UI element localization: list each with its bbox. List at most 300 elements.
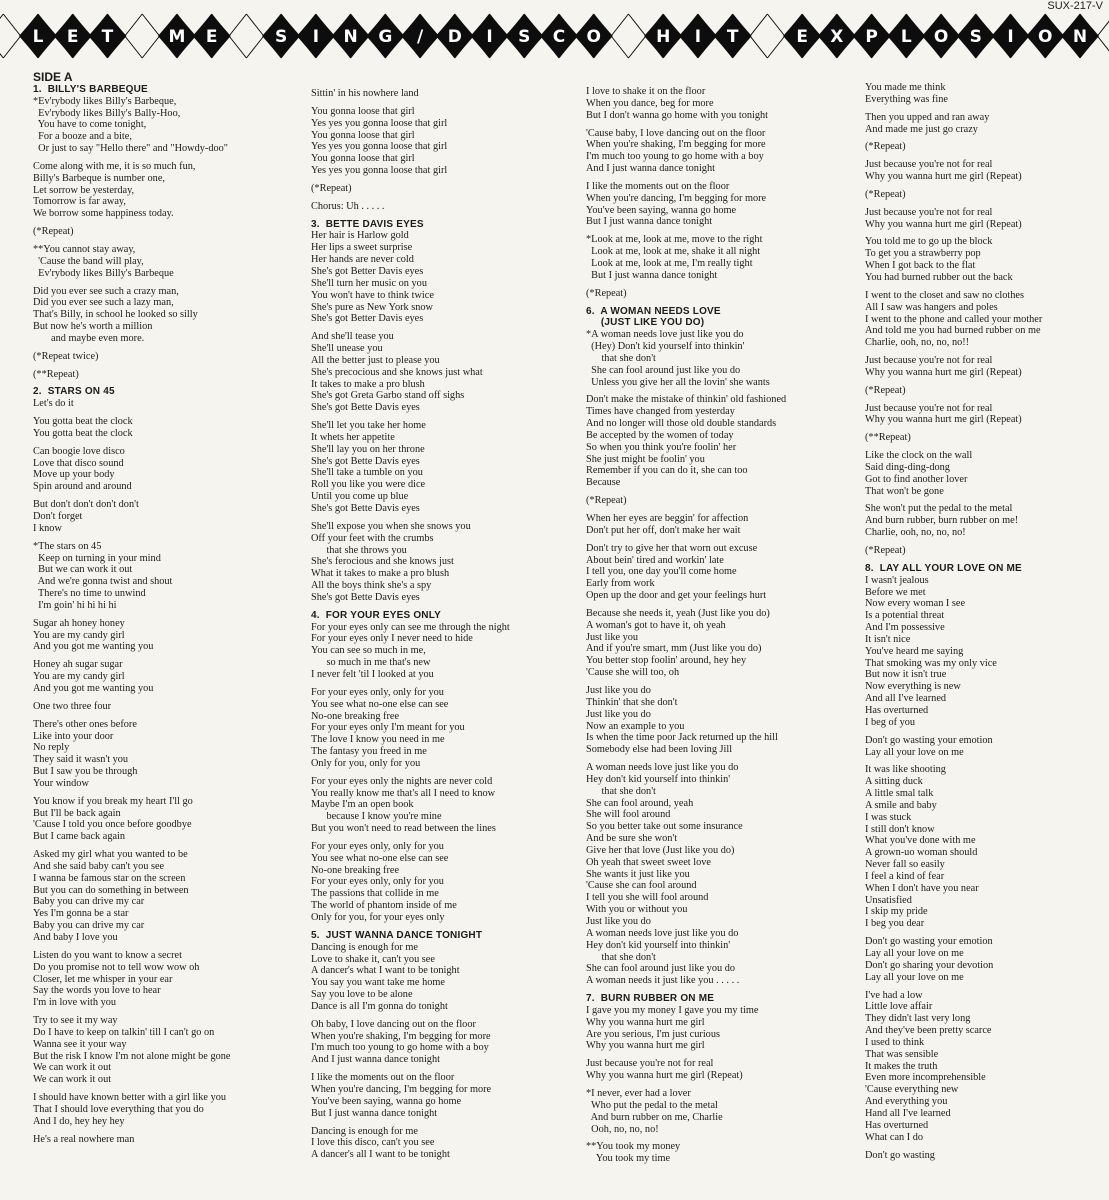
lyric-line: Said ding-ding-dong [865,461,950,473]
lyric-line: I'm much too young to go home with a boy [311,1042,489,1054]
lyric-line: Sugar ah honey honey [33,617,125,629]
lyric-line: I like the moments out on the floor [311,1072,455,1084]
lyric-line: So you better take out some insurance [586,821,743,833]
lyric-line: Why you wanna hurt me girl (Repeat) [865,414,1022,426]
lyric-line: Roll you like you were dice [311,479,426,491]
lyric-line: Billy's Barbeque is number one, [33,172,165,184]
banner-letter: L [32,27,44,47]
banner-letter-tile [262,14,300,58]
lyric-line: *I never, ever had a lover [586,1087,691,1099]
lyric-line: Yes I'm gonna be a star [33,908,129,920]
lyric-line: And no longer will those old double standards [586,418,777,430]
lyric-line: Hey don't kid yourself into thinkin' [586,939,731,951]
banner-letter: C [552,27,566,47]
lyric-line: Why you wanna hurt me girl (Repeat) [865,218,1022,230]
lyric-line: 'Cause the band will play, [33,255,144,267]
lyric-line: Her hands are never cold [311,254,414,266]
lyric-line: But I'll be back again [33,807,121,819]
banner-letter-tile [505,14,543,58]
lyric-line: Look at me, look at me, I'm really tight [586,257,753,269]
lyric-line: Off your feet with the crumbs [311,532,434,544]
banner-letter: E [205,27,218,47]
lyric-line: Dancing is enough for me [311,1125,418,1137]
lyric-line: You've heard me saying [865,645,964,657]
lyric-line: A sitting duck [865,776,923,788]
lyric-line: When you're shaking, I'm begging for more [311,1030,491,1042]
lyric-line: It makes the truth [865,1060,938,1072]
lyric-line: I feel a kind of fear [865,870,945,882]
banner-letter-tile [887,14,925,58]
lyrics-column-1 [33,72,230,1146]
banner-letter-tile [19,14,57,58]
lyric-line: She'll expose you when she snows you [311,520,471,532]
lyric-line: What can I do [865,1131,924,1143]
lyric-line: But now it isn't true [865,669,947,681]
lyric-line: Why you wanna hurt me girl [586,1040,705,1052]
lyric-line: (*Repeat) [865,188,906,200]
lyric-line: Even more incomprehensible [865,1072,986,1084]
lyric-line: A grown-uo woman should [865,847,978,859]
lyric-line: Just like you [586,631,639,643]
lyric-line: Don't go wasting your emotion [865,734,993,746]
lyric-line: A woman needs love just like you do [586,762,739,774]
lyric-line: She's got Bette Davis eyes [311,455,420,467]
lyric-line: When her eyes are beggin' for affection [586,513,749,524]
lyric-line: Dancing is enough for me [311,941,418,953]
lyric-line: Don't try to give her that worn out excuse [586,542,758,554]
lyric-line: You gonna loose that girl [311,153,415,165]
lyric-line: Say you love to be alone [311,989,413,1001]
lyric-line: Tomorrow is far away, [33,196,126,208]
lyric-line: Keep on turning in your mind [33,552,161,564]
lyric-line: Everything was fine [865,93,948,105]
banner-letter: I [694,27,702,47]
lyric-line: I went to the phone and called your mother [865,313,1043,325]
lyric-line: Like the clock on the wall [865,450,973,462]
lyric-line: A dancer's what I want to be tonight [311,965,460,977]
lyric-line: And told me you had burned rubber on me [865,325,1041,337]
lyric-line: There's other ones before [33,718,137,730]
lyric-line: It whets her appetite [311,431,395,443]
lyric-line: Just because you're not for real [865,355,993,367]
lyric-line: You've been saying, wanna go home [311,1095,462,1107]
banner-letter: T [726,27,739,47]
lyric-line: When you're shaking, I'm begging for more [586,139,766,151]
lyric-line: It isn't nice [865,633,911,645]
title-banner [0,0,1109,70]
lyric-line: Just because you're not for real [865,159,993,171]
lyric-line: She's got Greta Garbo stand off sighs [311,390,465,402]
lyric-line: I still don't know [865,823,935,835]
lyric-line: But I don't wanna go home with you tonight [586,109,769,121]
lyric-line: Let's do it [33,398,74,410]
lyric-line: The fantasy you freed in me [311,746,427,758]
lyric-line: Come along with me, it is so much fun, [33,160,196,172]
lyric-line: Just like you do [586,684,651,696]
lyric-line: And burn rubber, burn rubber on me! [865,515,1019,527]
lyric-line: She can fool around, yeah [586,797,694,809]
lyric-line: Just like you do [586,916,651,927]
lyric-line: You better stop foolin' around, hey hey [586,655,747,667]
lyric-line: Why you wanna hurt me girl (Repeat) [865,171,1022,183]
banner-letter-tile [644,14,682,58]
lyric-line: All I saw was hangers and poles [865,301,998,313]
lyric-line: You've been saying, wanna go home [586,204,737,216]
banner-letter: / [416,27,424,47]
lyric-line: Chorus: Uh . . . . . [311,200,385,212]
lyric-line: But I came back again [33,831,126,843]
lyric-line: She can fool around just like you do [586,364,741,376]
lyric-line: She will fool around [586,809,671,821]
lyric-line: You won't have to think twice [311,289,434,301]
lyric-line: And you got me wanting you [33,641,154,653]
lyric-line: He's a real nowhere man [33,1133,135,1145]
banner-letter-tile [193,14,231,58]
lyric-line: But I just wanna dance tonight [586,269,718,281]
lyric-line: Don't put her off, don't make her wait [586,524,741,536]
lyric-line: Honey ah sugar sugar [33,659,123,671]
banner-letter-tile [853,14,891,58]
lyric-line: I love this disco, can't you see [311,1137,435,1149]
lyric-line: (Hey) Don't kid yourself into thinkin' [586,341,745,353]
lyric-line: You gonna loose that girl [311,129,415,141]
lyric-line: I beg of you [865,716,916,728]
lyric-line: She'll take a tumble on you [311,467,423,479]
lyric-line: But I saw you be through [33,766,138,778]
lyric-line: She can fool around just like you do [586,963,735,975]
lyric-line: Love that disco sound [33,457,124,469]
lyric-line: And be sure she won't [586,833,678,845]
lyric-line: Open up the door and get your feelings hurt [586,590,767,602]
lyric-line: I like the moments out on the floor [586,180,730,192]
lyric-line: Hand all I've learned [865,1107,951,1119]
lyric-line: Closer, let me whisper in your ear [33,973,173,985]
lyric-line: With you or without you [586,904,688,916]
lyric-line: The passions that collide in me [311,888,439,900]
lyric-line: I used to think [865,1036,925,1048]
lyric-line: You have to come tonight, [33,119,147,131]
lyric-line: A little smal talk [865,788,934,800]
lyric-line: Unsatisfied [865,894,912,906]
lyric-line: Is when the time poor Jack returned up the hill [586,732,778,744]
lyric-line: Don't go wasting your emotion [865,936,993,948]
banner-letter: E [796,27,808,47]
banner-letter-tile [401,14,439,58]
lyric-line: For your eyes only, only for you [311,686,444,698]
lyric-line: Yes yes you gonna loose that girl [311,117,448,129]
catalog-number: SUX-217-V [1047,0,1103,12]
banner-letter: O [586,27,601,47]
lyric-line: so much in me that's new [311,657,431,669]
lyric-line: Until you come up blue [311,491,409,503]
lyric-line: (*Repeat twice) [33,350,99,362]
lyric-line: What it takes to make a pro blush [311,568,450,580]
banner-letter-tile [575,14,613,58]
lyric-line: She'll let you take her home [311,420,426,432]
banner-letter: S [518,27,531,47]
lyric-line: Like into your door [33,730,114,742]
lyrics-column-4 [865,82,1042,1161]
lyric-line: But I just wanna dance tonight [311,1107,438,1119]
lyric-line: Yes yes you gonna loose that girl [311,141,448,153]
lyric-line: You told me to go up the block [865,236,993,248]
lyric-line: Never fall so easily [865,859,945,871]
lyric-line: Oh baby, I love dancing out on the floor [311,1018,476,1030]
lyric-line: A smile and baby [865,799,937,811]
lyric-line: That was sensible [865,1048,939,1060]
lyric-line: When you're dancing, I'm begging for more [311,1083,492,1095]
lyric-line: One two three four [33,700,112,712]
lyric-line: She's got Better Davis eyes [311,313,424,325]
lyric-line: Let sorrow be yesterday, [33,184,135,196]
lyric-line: Dance is all I'm gonna do tonight [311,1000,448,1012]
lyric-line: Just because you're not for real [865,206,993,218]
lyric-line: Why you wanna hurt me girl [586,1016,705,1028]
lyric-line: Ev'rybody likes Billy's Barbeque [33,267,174,279]
lyric-line: Don't go sharing your devotion [865,959,994,971]
lyric-line: Is a potential threat [865,610,945,622]
lyric-line: Because she needs it, yeah (Just like you do) [586,607,770,619]
lyric-line: (*Repeat) [33,226,74,238]
banner-letter-tile [332,14,370,58]
banner-lattice-line [0,14,3,58]
lyric-line: Yes yes you gonna loose that girl [311,165,448,177]
lyric-line: Lay all your love on me [865,948,964,959]
lyric-line: 'Cause I told you once before goodbye [33,819,192,831]
lyric-line: All the better just to please you [311,354,440,366]
lyric-line: For your eyes only, only for you [311,840,444,852]
lyric-line: Her hair is Harlow gold [311,230,409,242]
song-title: 2. STARS ON 45 [33,386,115,398]
lyric-line: I wanna be famous star on the screen [33,872,186,884]
lyric-line: Did you ever see such a lazy man, [33,297,174,309]
lyric-line: But you can do something in between [33,884,189,896]
banner-letter-tile [158,14,196,58]
lyric-line: Listen do you want to know a secret [33,949,182,961]
lyric-line: And baby I love you [33,932,118,943]
lyric-line: Did you ever see such a crazy man, [33,285,179,297]
lyric-line: (*Repeat) [865,545,906,556]
lyric-line: You see what no-one else can see [311,698,449,710]
lyric-line: Only for you, only for you [311,757,421,769]
lyric-line: There's no time to unwind [33,588,146,600]
lyric-line: And I do, hey hey hey [33,1115,125,1127]
lyric-line: For your eyes only I never need to hide [311,633,473,645]
lyric-line: **You took my money [586,1141,681,1153]
lyric-line: She just might be foolin' you [586,453,705,465]
banner-letter: I [1007,27,1014,47]
lyric-line: That smoking was my only vice [865,657,997,669]
lyric-line: She's got Bette Davis eyes [311,503,420,514]
lyric-line: She's got Bette Davis eyes [311,402,420,414]
lyric-line: You know if you break my heart I'll go [33,795,193,807]
lyric-line: (**Repeat) [33,368,79,380]
lyric-line: *Look at me, look at me, move to the right [586,234,763,246]
banner-letter-tile [818,14,856,58]
lyric-line: Asked my girl what you wanted to be [33,849,188,861]
song-title: 5. JUST WANNA DANCE TONIGHT [311,929,483,941]
lyric-line: And I'm possessive [865,622,945,634]
lyric-line: Spin around and around [33,481,132,493]
banner-letter: N [1072,27,1088,47]
lyric-line: Sittin' in his nowhere land [311,88,419,99]
banner-letter-tile [714,14,752,58]
banner-letter-tile [679,14,717,58]
banner-letter-tile [297,14,335,58]
lyric-line: 'Cause everything new [865,1084,959,1096]
lyric-line: I'm much too young to go home with a boy [586,151,764,163]
lyric-line: Now an example to you [586,720,685,732]
lyric-line: When I got back to the flat [865,260,976,272]
lyric-line: Little love affair [865,1001,933,1013]
lyric-line: Don't go wasting [865,1149,935,1161]
banner-letter: P [865,27,878,47]
lyric-line: You took my time [586,1153,671,1165]
lyric-line: Give her that love (Just like you do) [586,844,735,856]
lyric-line: 'Cause she can fool around [586,880,697,892]
lyric-line: The love I know you need in me [311,734,445,746]
lyric-line: It was like shooting [865,764,946,776]
lyric-line: I should have known better with a girl like you [33,1092,227,1104]
song-title: 3. BETTE DAVIS EYES [311,218,424,230]
lyric-line: Charlie, ooh, no, no, no! [865,527,966,539]
lyric-line: Before we met [865,586,926,598]
lyric-line: That I should love everything that you do [33,1103,204,1115]
lyric-line: Lay all your love on me [865,971,964,983]
lyric-line: Ev'rybody likes Billy's Bally-Hoo, [33,107,181,119]
lyric-line: That won't be gone [865,485,944,497]
lyric-line: that she don't [586,785,656,797]
lyric-line: Baby you can drive my car [33,920,145,932]
lyric-line: About bein' tired and workin' late [586,554,724,566]
lyric-line: A woman's got to have it, oh yeah [586,619,726,631]
song-title: 4. FOR YOUR EYES ONLY [311,609,441,621]
lyric-line: because I know you're mine [311,811,442,823]
lyric-line: Are you serious, I'm just curious [586,1028,720,1040]
lyric-line: No-one breaking free [311,710,400,722]
lyric-line: And everything you [865,1096,948,1108]
lyric-line: But the risk I know I'm not alone might be gone [33,1050,231,1062]
lyric-line: Somebody else had been loving Jill [586,744,733,756]
lyric-line: All the boys think she's a spy [311,580,432,592]
banner-letter: S [969,27,982,47]
lyric-line: For your eyes only I'm meant for you [311,722,465,734]
lyric-line: You had burned rubber out the back [865,271,1013,283]
lyric-line: But now he's worth a million [33,321,153,333]
lyric-line: No reply [33,742,70,754]
lyric-line: You say you want take me home [311,977,445,989]
lyric-line: And we're gonna twist and shout [33,576,173,588]
lyric-line: I beg you dear [865,918,925,930]
lyric-line: She's got Better Davis eyes [311,265,424,277]
lyric-line: You are my candy girl [33,629,125,641]
lyric-line: You gotta beat the clock [33,427,133,439]
banner-letter: I [486,27,493,47]
song-title: 8. LAY ALL YOUR LOVE ON ME [865,562,1022,574]
lyric-line: Then you upped and ran away [865,111,990,123]
song-title: (JUST LIKE YOU DO) [586,317,705,329]
banner-letter-tile [366,14,404,58]
lyric-line: And I just wanna dance tonight [586,163,715,175]
lyric-line: For your eyes only can see me through the night [311,621,510,633]
banner-letter-tile [471,14,509,58]
lyric-line: Why you wanna hurt me girl (Repeat) [586,1070,743,1082]
lyric-line: She wants it just like you [586,868,690,880]
lyric-line: Lay all your love on me [865,746,964,758]
lyric-line: We can work it out [33,1062,112,1074]
lyric-line: (*Repeat) [586,287,627,299]
lyric-line: Why you wanna hurt me girl (Repeat) [865,366,1022,378]
lyric-line: She's got Bette Davis eyes [311,591,420,603]
lyric-line: I wasn't jealous [865,574,929,586]
lyrics-column-3 [586,86,786,1165]
lyric-line: And made me just go crazy [865,123,978,135]
lyric-line: She's ferocious and she knows just [311,556,454,568]
lyric-line: She's pure as New York snow [311,301,433,313]
lyric-line: But you won't need to read between the lines [311,823,496,835]
banner-letter: G [378,27,393,47]
song-title: 7. BURN RUBBER ON ME [586,993,715,1005]
lyric-line: The world of phantom inside of me [311,900,457,912]
banner-letter: H [656,27,671,47]
lyric-line: But I just wanna dance tonight [586,216,713,228]
banner-letter: L [900,27,912,47]
banner-letter-tile [783,14,821,58]
lyric-line: And all I've learned [865,693,947,705]
lyric-line: A dancer's all I want to be tonight [311,1149,450,1161]
lyric-line: Thinkin' that she don't [586,696,678,708]
lyrics-sheet [0,72,1109,1200]
lyric-line: A woman needs love just like you do [586,927,739,939]
title-banner-graphic [0,0,1109,70]
lyric-line: Has overturned [865,704,929,716]
lyric-line: that she throws you [311,544,407,556]
lyric-line: When you dance, beg for more [586,97,714,109]
lyric-line: Maybe I'm an open book [311,799,414,811]
lyric-line: Ooh, no, no, no! [586,1123,659,1135]
banner-letter: S [275,27,288,47]
lyric-line: I skip my pride [865,906,928,918]
lyrics-column-2 [311,88,510,1161]
lyric-line: But don't don't don't don't [33,499,139,511]
lyric-line: Has overturned [865,1119,929,1131]
lyric-line: It takes to make a pro blush [311,378,425,390]
lyric-line: 'Cause baby, I love dancing out on the floor [586,127,766,139]
lyric-line: You can see so much in me, [311,645,426,657]
banner-letter: I [312,27,320,47]
lyric-line: Try to see it my way [33,1015,118,1027]
lyric-line: For a booze and a bite, [33,131,132,143]
lyric-line: Love to shake it, can't you see [311,953,435,965]
lyric-line: And you got me wanting you [33,682,154,694]
lyric-line: You see what no-one else can see [311,852,449,864]
lyric-line: Charlie, ooh, no, no, no!! [865,337,970,349]
lyric-line: and maybe even more. [33,332,145,344]
lyric-line: Her lips a sweet surprise [311,242,413,254]
lyric-line: But we can work it out [33,564,133,576]
lyric-line: You made me think [865,82,946,93]
lyric-line: She's precocious and she knows just what [311,366,483,378]
banner-letter: M [168,27,186,47]
lyric-line: And I just wanna dance tonight [311,1054,440,1066]
lyric-line: Say the words you love to hear [33,985,161,997]
lyric-line: I went to the closet and saw no clothes [865,289,1024,301]
lyric-line: What you've done with me [865,835,976,847]
lyric-line: Your window [33,777,89,789]
lyric-line: She'll lay you on her throne [311,443,425,455]
lyric-line: I was stuck [865,811,912,823]
side-heading: SIDE A [33,70,73,84]
